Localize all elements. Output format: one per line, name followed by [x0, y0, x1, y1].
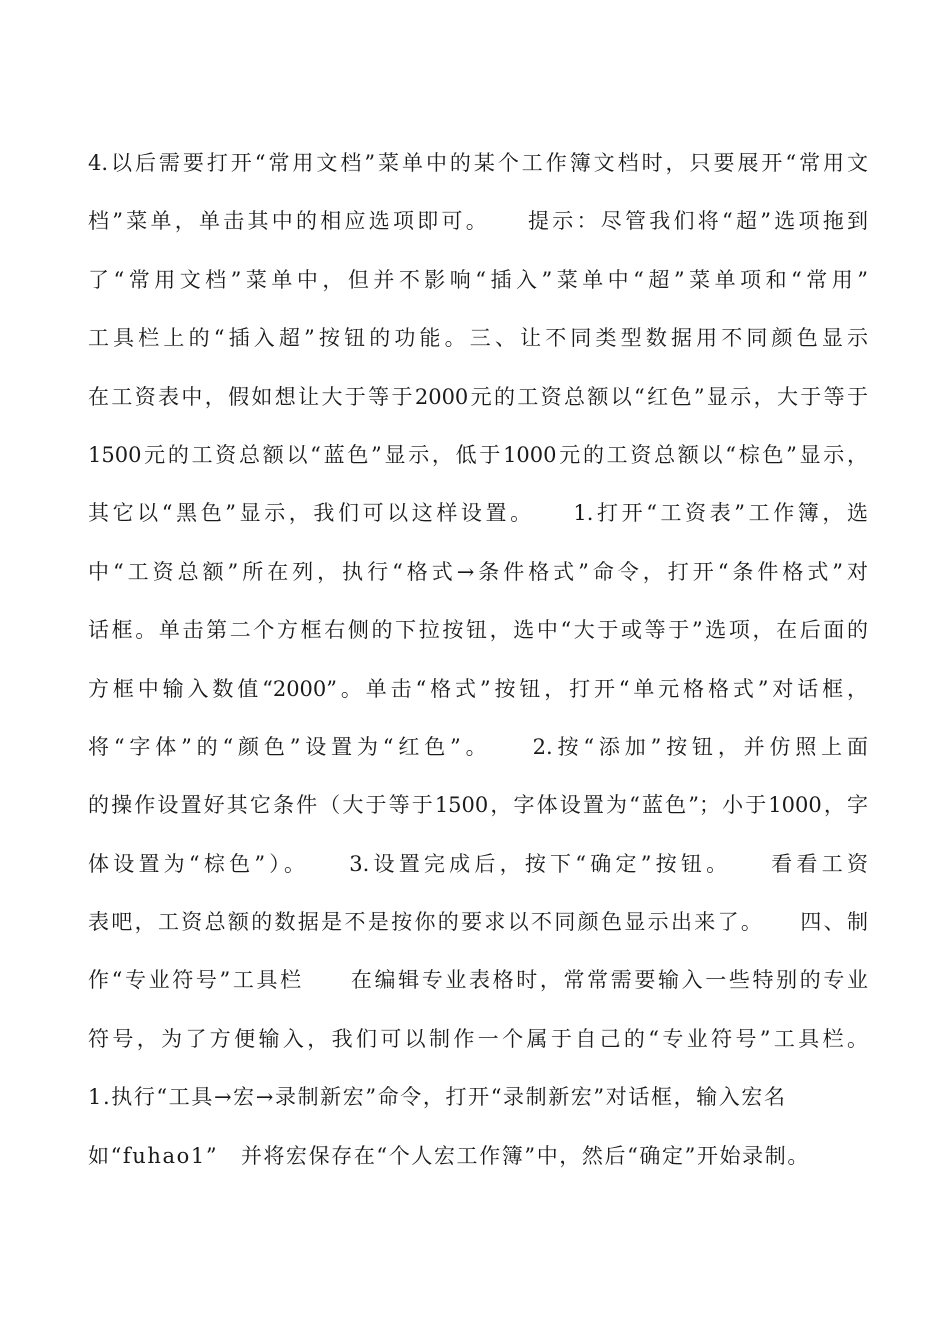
text-line: 话框。单击第二个方框右侧的下拉按钮，选中“大于或等于”选项，在后面的 — [88, 618, 868, 643]
text-line: 工具栏上的“插入超”按钮的功能。三、让不同类型数据用不同颜色显示 — [88, 326, 868, 351]
text-line: 了“常用文档”菜单中，但并不影响“插入”菜单中“超”菜单项和“常用” — [88, 267, 868, 292]
text-line: 表吧，工资总额的数据是不是按你的要求以不同颜色显示出来了。 四、制 — [88, 910, 868, 935]
text-line: 在工资表中，假如想让大于等于2000元的工资总额以“红色”显示，大于等于 — [88, 384, 868, 409]
text-line: 作“专业符号”工具栏 在编辑专业表格时，常常需要输入一些特别的专业 — [88, 968, 868, 993]
document-body — [88, 146, 868, 1197]
text-line: 其它以“黑色”显示，我们可以这样设置。 1.打开“工资表”工作簿，选 — [88, 501, 868, 526]
text-line: 方框中输入数值“2000”。单击“格式”按钮，打开“单元格格式”对话框， — [88, 676, 868, 701]
text-line: 符号，为了方便输入，我们可以制作一个属于自己的“专业符号”工具栏。 — [88, 1026, 868, 1051]
text-line: 体设置为“棕色”）。 3.设置完成后，按下“确定”按钮。 看看工资 — [88, 851, 868, 876]
text-line: 档”菜单，单击其中的相应选项即可。 提示：尽管我们将“超”选项拖到 — [88, 209, 868, 234]
text-line: 如“fuhao1” 并将宏保存在“个人宏工作簿”中，然后“确定”开始录制。 — [88, 1143, 810, 1168]
text-line: 4.以后需要打开“常用文档”菜单中的某个工作簿文档时，只要展开“常用文 — [88, 151, 868, 175]
text-line: 将“字体”的“颜色”设置为“红色”。 2.按“添加”按钮，并仿照上面 — [88, 734, 868, 759]
text-line: 的操作设置好其它条件（大于等于1500，字体设置为“蓝色”；小于1000，字 — [88, 793, 868, 818]
text-line: 1.执行“工具→宏→录制新宏”命令，打开“录制新宏”对话框，输入宏名 — [88, 1085, 787, 1110]
text-line: 1500元的工资总额以“蓝色”显示，低于1000元的工资总额以“棕色”显示， — [88, 442, 868, 467]
text-line: 中“工资总额”所在列，执行“格式→条件格式”命令，打开“条件格式”对 — [88, 559, 868, 584]
